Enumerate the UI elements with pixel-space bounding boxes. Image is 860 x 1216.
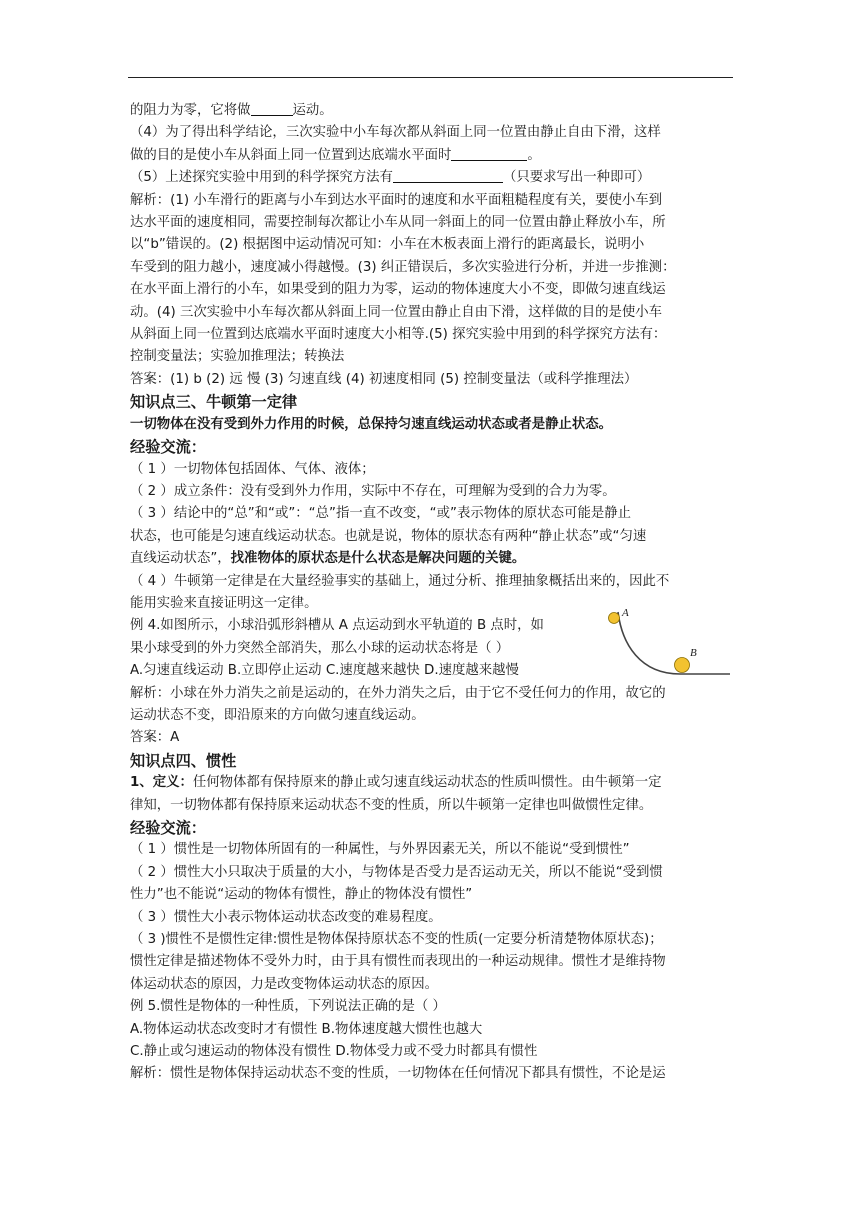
text-line: （ 4 ）牛顿第一定律是在大量经验事实的基础上，通过分析、推理抽象概括出来的，因此不 — [130, 573, 670, 589]
example-line: 果小球受到的外力突然全部消失，那么小球的运动状态将是（ ） — [130, 640, 510, 656]
curved-track-figure — [600, 604, 730, 682]
example-line: 例 5.惯性是物体的一种性质，下列说法正确的是（ ） — [130, 999, 446, 1015]
text-line: 在水平面上滑行的小车，如果受到的阻力为零，运动的物体速度大小不变，即做匀速直线运 — [130, 282, 666, 298]
text-fragment: （5）上述探究实验中用到的科学探究方法有 — [130, 170, 393, 186]
text-line: 解析：小球在外力消失之前是运动的，在外力消失之后，由于它不受任何力的作用，故它的 — [130, 685, 666, 701]
key-point: 找准物体的原状态是什么状态是解决问题的关键。 — [230, 551, 526, 567]
text-line: （ 2 ）成立条件：没有受到外力作用，实际中不存在，可理解为受到的合力为零。 — [130, 483, 616, 499]
text-fragment: 做的目的是使小车从斜面上同一位置到达底端水平面时 — [130, 147, 452, 163]
text-line: 解析：(1) 小车滑行的距离与小车到达水平面时的速度和水平面粗糙程度有关，要使小车到 — [130, 192, 663, 208]
curved-track-line — [618, 612, 730, 674]
answer-line: 答案：(1) b (2) 远 慢 (3) 匀速直线 (4) 初速度相同 (5) 控制变量法（或科学推理法） — [130, 371, 638, 387]
text-line: 以“b”错误的。(2) 根据图中运动情况可知：小车在木板表面上滑行的距离最长，说明小 — [130, 237, 645, 253]
answer-blank — [251, 101, 293, 116]
section-heading: 知识点四、惯性 — [130, 751, 237, 770]
text-line — [130, 167, 734, 189]
answer-line: 答案：A — [130, 730, 180, 746]
text-line: （ 2 ）惯性大小只取决于质量的大小，与物体是否受力是否运动无关，所以不能说“受到惯 — [130, 864, 663, 880]
text-line: （ 3 )惯性不是惯性定律:惯性是物体保持原状态不变的性质(一定要分析清楚物体原状态)； — [130, 932, 663, 948]
text-fragment: 的阻力为零，它将做 — [130, 103, 251, 118]
text-line: 控制变量法；实验加推理法；转换法 — [130, 349, 345, 365]
point-a-label: A — [622, 607, 629, 619]
text-line: 解析：惯性是物体保持运动状态不变的性质，一切物体在任何情况下都具有惯性，不论是运 — [130, 1066, 666, 1082]
header-rule — [128, 77, 733, 78]
options-line: A.物体运动状态改变时才有惯性 B.物体速度越大惯性也越大 — [130, 1021, 483, 1037]
text-fragment: 运动。 — [292, 103, 333, 118]
section-heading: 知识点三、牛顿第一定律 — [130, 393, 298, 412]
answer-blank — [393, 168, 503, 183]
text-line — [130, 145, 734, 167]
text-line: 能用实验来直接证明这一定律。 — [130, 595, 318, 611]
text-fragment: 。 — [527, 147, 541, 163]
text-line: （ 3 ）惯性大小表示物体运动状态改变的难易程度。 — [130, 909, 442, 925]
text-line: 从斜面上同一位置到达底端水平面时速度大小相等.(5) 探究实验中用到的科学探究方法有： — [130, 327, 667, 343]
text-line: （ 1 ）一切物体包括固体、气体、液体； — [130, 461, 375, 477]
definition-label: 1、定义： — [130, 775, 193, 791]
text-fragment: （只要求写出一种即可） — [502, 170, 651, 186]
example-line: 例 4.如图所示，小球沿弧形斜槽从 A 点运动到水平轨道的 B 点时，如 — [130, 618, 544, 634]
page-content — [130, 100, 734, 1086]
options-line: C.静止或匀速运动的物体没有惯性 D.物体受力或不受力时都具有惯性 — [130, 1044, 538, 1060]
answer-blank — [451, 146, 527, 161]
text-line: （4）为了得出科学结论，三次实验中小车每次都从斜面上同一位置由静止自由下滑，这样 — [130, 125, 661, 141]
text-line: （ 1 ）惯性是一切物体所固有的一种属性，与外界因素无关，所以不能说“受到惯性” — [130, 842, 630, 858]
text-fragment: 直线运动状态”， — [130, 551, 231, 567]
text-line: 运动状态不变，即沿原来的方向做匀速直线运动。 — [130, 707, 425, 723]
text-line: （ 3 ）结论中的“总”和“或”：“总”指一直不改变，“或”表示物体的原状态可能是静止 — [130, 506, 632, 522]
ball-b — [675, 658, 690, 673]
point-b-label: B — [690, 647, 697, 659]
law-statement: 一切物体在没有受到外力作用的时候，总保持匀速直线运动状态或者是静止状态。 — [130, 416, 613, 432]
ball-a — [609, 613, 620, 624]
text-line: 律知，一切物体都有保持原来运动状态不变的性质，所以牛顿第一定律也叫做惯性定律。 — [130, 797, 653, 813]
text-line — [130, 100, 734, 122]
text-line — [130, 772, 734, 794]
text-fragment: 任何物体都有保持原来的静止或匀速直线运动状态的性质叫惯性。由牛顿第一定 — [192, 775, 662, 791]
text-line: 体运动状态的原因，力是改变物体运动状态的原因。 — [130, 976, 438, 992]
text-line: 状态，也可能是匀速直线运动状态。也就是说，物体的原状态有两种“静止状态”或“匀速 — [130, 528, 647, 544]
section-subheading: 经验交流： — [130, 438, 206, 457]
text-line: 惯性定律是描述物体不受外力时，由于具有惯性而表现出的一种运动规律。惯性才是维持物 — [130, 954, 666, 970]
section-subheading: 经验交流： — [130, 819, 206, 837]
text-line — [130, 548, 734, 570]
text-line: 达水平面的速度相同，需要控制每次都让小车从同一斜面上的同一位置由静止释放小车，所 — [130, 215, 666, 231]
text-line: 动。(4) 三次实验中小车每次都从斜面上同一位置由静止自由下滑，这样做的目的是使小车 — [130, 304, 663, 320]
options-line: A.匀速直线运动 B.立即停止运动 C.速度越来越快 D.速度越来越慢 — [130, 663, 519, 679]
text-line: 性力”也不能说“运动的物体有惯性，静止的物体没有惯性” — [130, 887, 473, 903]
text-line: 车受到的阻力越小，速度减小得越慢。(3) 纠正错误后，多次实验进行分析，并进一步推测： — [130, 259, 676, 275]
